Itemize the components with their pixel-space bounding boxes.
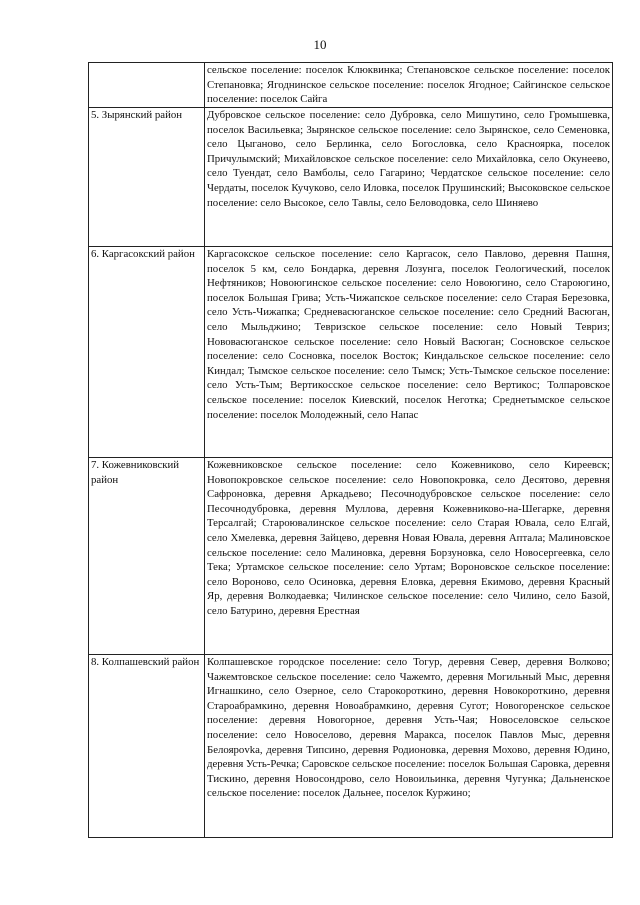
district-cell: 6. Каргасокский район [89, 247, 205, 458]
table-row [89, 247, 613, 458]
settlements-cell: Каргасокское сельское поселение: село Каргасок, село Павлово, деревня Пашня, поселок 5 км, село Бондарка, деревня Лозунга, поселок Геологический, поселок Нефтяников; Новоюгинское сельское поселение: село Новоюгино, село Староюгино, поселок Большая Грива; Усть-Чижапское сельское поселение: село Старая Березовка, село Усть-Чижапка; Средневасюганское сельское поселение: село Средний Васюган, село Мыльджино; Тевризское сельское поселение: село Новый Тевриз; Нововасюганское сельское поселение: село Новый Васюган; Сосновское сельское поселение: село Сосновка, поселок Восток; Киндальское сельское поселение: село Киндал; Тымское сельское поселение: село Тымск; Усть-Тымское сельское поселение: село Усть-Тым; Вертикосское сельское поселение: село Вертикос; Толпаровское сельское поселение: поселок Киевский, поселок Неготка; Среднетымское сельское поселение: поселок Молодежный, село Напас [205, 247, 613, 458]
district-cell [89, 63, 205, 108]
table-row [89, 63, 613, 108]
districts-table [88, 62, 613, 838]
table-row [89, 655, 613, 838]
table-row [89, 458, 613, 655]
district-cell: 7. Кожевниковский район [89, 458, 205, 655]
settlements-cell: Колпашевское городское поселение: село Тогур, деревня Север, деревня Волково; Чажемтовское сельское поселение: село Чажемто, деревня Могильный Мыс, деревня Игнашкино, село Озерное, село Старокороткино, деревня Новокороткино, деревня Староабрамкино, деревня Новоабрамкино, деревня Сугот; Новогоренское сельское поселение: деревня Новогорное, деревня Усть-Чая; Новоселовское сельское поселение: село Новоселово, деревня Маракса, поселок Павлов Мыс, деревня Белоярovka, деревня Типсино, деревня Родионовка, деревня Мохово, деревня Юдино, деревня Усть-Речка; Саровское сельское поселение: поселок Большая Саровка, деревня Тискино, деревня Новосондрово, село Новоильинка, деревня Чугунка; Дальненское сельское поселение: поселок Дальнее, поселок Куржино; [205, 655, 613, 838]
settlements-cell: Кожевниковское сельское поселение: село Кожевниково, село Киреевск; Новопокровское сельское поселение: село Новопокровка, село Десятово, деревня Сафроновка, деревня Аркадьево; Песочнодубровское сельское поселение: село Песочнодубровка, деревня Муллова, деревня Кожевниково-на-Шегарке, деревня Терсалгай; Староювалинское сельское поселение: село Старая Ювала, село Елгай, село Хмелевка, деревня Зайцево, деревня Новая Ювала, деревня Аптала; Малиновское сельское поселение: село Малиновка, деревня Борзуновка, село Новосергеевка, село Тека; Уртамское сельское поселение: село Уртам; Вороновское сельское поселение: село Вороново, село Осиновка, деревня Еловка, деревня Екимово, деревня Красный Яр, деревня Волкодаевка; Чилинское сельское поселение: село Чилино, село Базой, село Батурино, деревня Ерестная [205, 458, 613, 655]
district-cell: 8. Колпашевский район [89, 655, 205, 838]
page-number: 10 [313, 37, 327, 52]
settlements-cell: Дубровское сельское поселение: село Дубровка, село Мишутино, село Громышевка, поселок Васильевка; Зырянское сельское поселение: село Зырянское, село Семеновка, село Цыганово, село Берлинка, село Богословка, село Красноярка, поселок Причулымский; Михайловское сельское поселение: село Михайловка, село Окунеево, село Туендат, село Вамболы, село Гагарино; Чердатское сельское поселение: село Чердаты, поселок Кучуково, село Иловка, поселок Прушинский; Высоковское сельское поселение: село Высокое, село Тавлы, село Беловодовка, село Шиняево [205, 108, 613, 247]
district-cell: 5. Зырянский район [89, 108, 205, 247]
table-row [89, 108, 613, 247]
settlements-cell: сельское поселение: поселок Клюквинка; Степановское сельское поселение: поселок Степановка; Ягоднинское сельское поселение: поселок Ягодное; Сайгинское сельское поселение: поселок Сайга [205, 63, 613, 108]
